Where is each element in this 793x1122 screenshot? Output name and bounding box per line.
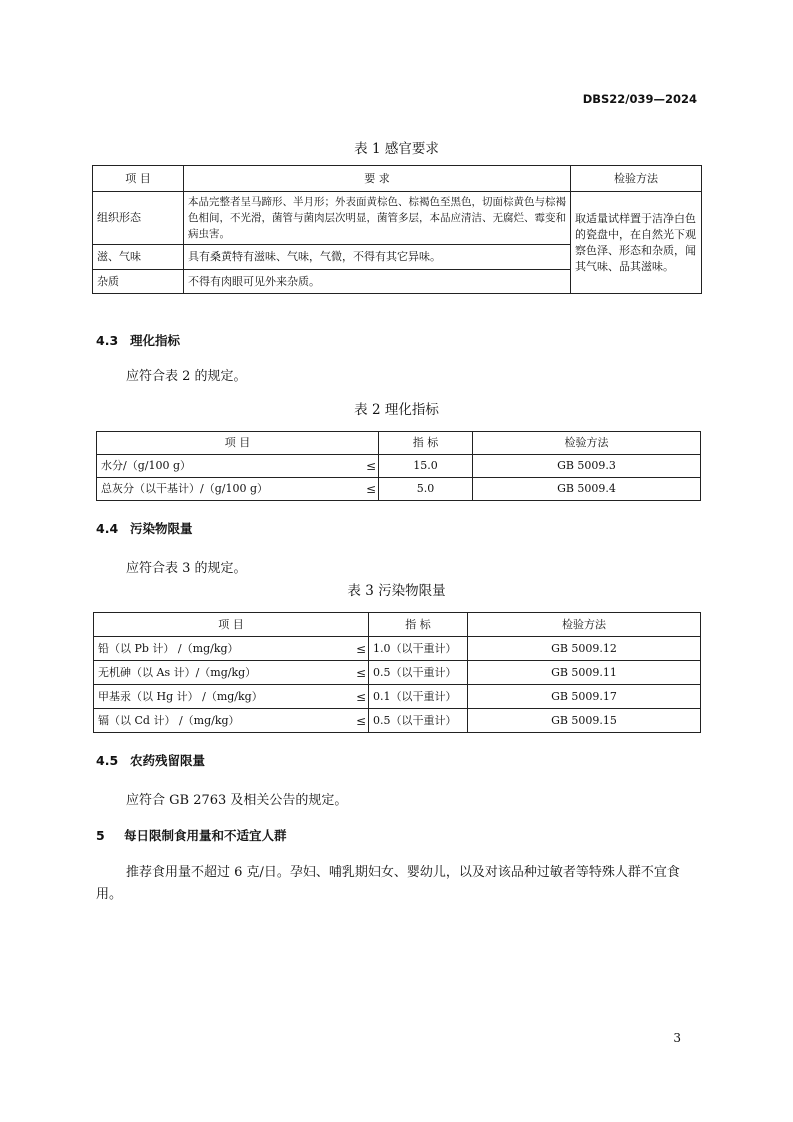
table1-requirement-cell: 本品完整者呈马蹄形、半月形；外表面黄棕色、棕褐色至黑色，切面棕黄色与棕褐色相间，不光滑，菌管与菌肉层次明显，菌管多层，本品应清洁、无腐烂、霉变和病虫害。 [184, 192, 571, 245]
item-label: 铅（以 Pb 计） /（mg/kg） [98, 641, 239, 655]
item-label: 无机砷（以 As 计）/（mg/kg） [98, 665, 257, 679]
item-label: 水分/（g/100 g） [101, 459, 191, 472]
section-4-3-text: 应符合表 2 的规定。 [126, 369, 247, 384]
table2-item-cell [97, 455, 379, 478]
table3-method-cell: GB 5009.15 [468, 709, 701, 733]
item-label: 镉（以 Cd 计） /（mg/kg） [98, 713, 240, 727]
table3-value-cell: 0.1（以干重计） [369, 685, 468, 709]
table2-method-cell: GB 5009.4 [473, 478, 701, 501]
table-row [93, 192, 702, 245]
table3-header-method: 检验方法 [468, 613, 701, 637]
item-label: 甲基汞（以 Hg 计） /（mg/kg） [98, 689, 263, 703]
item-label: 总灰分（以干基计）/（g/100 g） [101, 482, 268, 495]
table1-header-item: 项 目 [93, 166, 184, 192]
section-title: 污染物限量 [130, 521, 193, 536]
le-symbol: ≤ [355, 689, 366, 704]
table3-method-cell: GB 5009.17 [468, 685, 701, 709]
section-5-text: 推荐食用量不超过 6 克/日。孕妇、哺乳期妇女、婴幼儿，以及对该品种过敏者等特殊人群不宜食用。 [96, 865, 680, 902]
le-symbol: ≤ [355, 713, 366, 728]
section-4-5-text: 应符合 GB 2763 及相关公告的规定。 [126, 793, 348, 808]
section-title: 农药残留限量 [130, 753, 206, 768]
table1-method-cell: 取适量试样置于洁净白色的瓷盘中，在自然光下观察色泽、形态和杂质，闻其气味、品其滋味。 [571, 192, 702, 294]
table3-contaminants [93, 612, 701, 733]
page-number: 3 [673, 1031, 681, 1045]
table1-caption: 表 1 感官要求 [354, 141, 439, 157]
le-symbol: ≤ [365, 459, 376, 473]
table3-item-cell [94, 637, 369, 661]
table2-header-item: 项 目 [97, 432, 379, 455]
table1-header-method: 检验方法 [571, 166, 702, 192]
section-4-4-text: 应符合表 3 的规定。 [126, 561, 247, 576]
section-number: 5 [96, 828, 105, 843]
table2-header-method: 检验方法 [473, 432, 701, 455]
section-4-3-heading [96, 331, 180, 349]
table-row [94, 685, 701, 709]
table-row [94, 709, 701, 733]
table3-value-cell: 0.5（以干重计） [369, 709, 468, 733]
table1-header-requirement: 要 求 [184, 166, 571, 192]
table1-sensory [92, 165, 702, 294]
document-code: DBS22/039—2024 [582, 92, 697, 106]
table3-method-cell: GB 5009.12 [468, 637, 701, 661]
section-number: 4.4 [96, 521, 119, 536]
table1-requirement-cell: 具有桑黄特有滋味、气味，气微，不得有其它异味。 [184, 245, 571, 270]
table-row [97, 455, 701, 478]
section-4-4-heading [96, 519, 193, 537]
section-number: 4.5 [96, 753, 119, 768]
section-title: 理化指标 [130, 333, 181, 348]
table1-item-cell: 杂质 [93, 270, 184, 294]
table3-method-cell: GB 5009.11 [468, 661, 701, 685]
table3-header-item: 项 目 [94, 613, 369, 637]
section-4-5-heading [96, 751, 205, 769]
table3-header-value: 指 标 [369, 613, 468, 637]
table3-item-cell [94, 661, 369, 685]
table1-item-cell: 滋、气味 [93, 245, 184, 270]
le-symbol: ≤ [355, 665, 366, 680]
table3-item-cell [94, 709, 369, 733]
table3-item-cell [94, 685, 369, 709]
table2-caption: 表 2 理化指标 [354, 402, 439, 418]
table1-requirement-cell: 不得有肉眼可见外来杂质。 [184, 270, 571, 294]
table2-value-cell: 5.0 [379, 478, 473, 501]
table2-value-cell: 15.0 [379, 455, 473, 478]
table2-header-value: 指 标 [379, 432, 473, 455]
table2-method-cell: GB 5009.3 [473, 455, 701, 478]
table2-item-cell [97, 478, 379, 501]
table-row [94, 637, 701, 661]
table2-physchem [96, 431, 701, 501]
le-symbol: ≤ [365, 482, 376, 496]
table-row [94, 661, 701, 685]
table3-value-cell: 1.0（以干重计） [369, 637, 468, 661]
le-symbol: ≤ [355, 641, 366, 656]
table-row [97, 478, 701, 501]
section-number: 4.3 [96, 333, 119, 348]
section-title: 每日限制食用量和不适宜人群 [124, 828, 287, 843]
table3-value-cell: 0.5（以干重计） [369, 661, 468, 685]
table3-caption: 表 3 污染物限量 [347, 583, 446, 599]
table1-item-cell: 组织形态 [93, 192, 184, 245]
section-5-heading [96, 826, 287, 844]
